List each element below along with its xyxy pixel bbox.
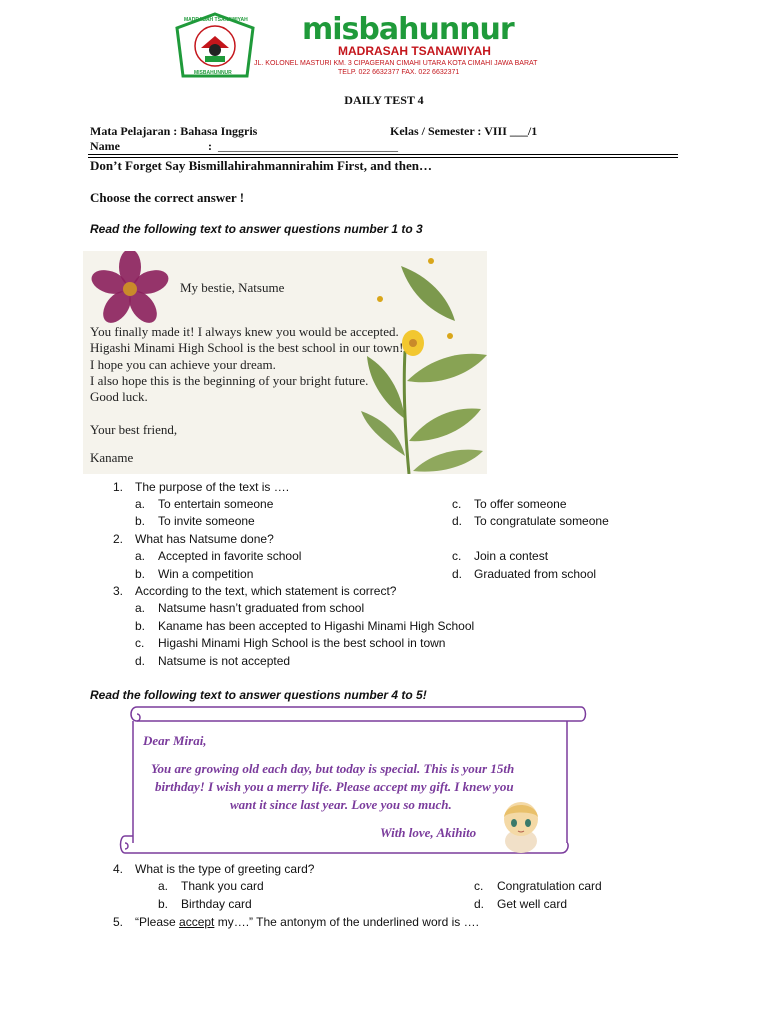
question-text-part: my….” The antonym of the underlined word is …. bbox=[214, 915, 479, 929]
greeting-card-1 bbox=[83, 251, 487, 474]
option-text: Kaname has been accepted to Higashi Minami High School bbox=[158, 619, 475, 633]
card1-line: Good luck. bbox=[90, 389, 148, 404]
option-letter: b. bbox=[135, 567, 146, 581]
option-text: Join a contest bbox=[474, 549, 549, 563]
underlined-word: accept bbox=[179, 915, 215, 929]
brand-name: misbahunnur bbox=[302, 12, 514, 47]
school-address: JL. KOLONEL MASTURI KM. 3 CIPAGERAN CIMAHI UTARA KOTA CIMAHI JAWA BARAT bbox=[254, 60, 538, 67]
option-letter: c. bbox=[474, 879, 484, 893]
option-text: Higashi Minami High School is the best school in town bbox=[158, 636, 446, 650]
option-text: Natsume is not accepted bbox=[158, 654, 291, 668]
school-phone: TELP. 022 6632377 FAX. 022 6632371 bbox=[338, 69, 460, 76]
question-text: The purpose of the text is …. bbox=[135, 480, 290, 494]
question-number: 1. bbox=[113, 480, 124, 494]
option-letter: a. bbox=[158, 879, 169, 893]
badge-text-bottom: MISBAHUNNUR bbox=[194, 70, 232, 76]
card1-line: I hope you can achieve your dream. bbox=[90, 357, 276, 372]
instruction-2: Read the following text to answer questions number 4 to 5! bbox=[90, 688, 427, 702]
card2-line: You are growing old each day, but today is special. This is your 15th bbox=[151, 761, 515, 776]
option-text: Accepted in favorite school bbox=[158, 549, 302, 563]
option-letter: c. bbox=[452, 497, 462, 511]
subject-label: Mata Pelajaran : Bahasa Inggris bbox=[90, 124, 258, 138]
class-label: Kelas / Semester : VIII ___/1 bbox=[390, 124, 538, 138]
card2-line: want it since last year. Love you so much. bbox=[230, 797, 452, 812]
question-text: What has Natsume done? bbox=[135, 532, 274, 546]
option-letter: d. bbox=[135, 654, 146, 668]
instruction-1: Read the following text to answer questions number 1 to 3 bbox=[90, 222, 423, 236]
question-text: What is the type of greeting card? bbox=[135, 862, 315, 876]
option-letter: d. bbox=[452, 514, 463, 528]
option-letter: b. bbox=[158, 897, 169, 911]
card1-line: Higashi Minami High School is the best school in our town! bbox=[90, 340, 404, 355]
option-text: Thank you card bbox=[181, 879, 264, 893]
option-text: Win a competition bbox=[158, 567, 254, 581]
option-letter: a. bbox=[135, 497, 146, 511]
option-text: Graduated from school bbox=[474, 567, 597, 581]
name-label: Name bbox=[90, 139, 120, 153]
card1-closing: Your best friend, bbox=[90, 422, 178, 437]
option-letter: d. bbox=[474, 897, 485, 911]
name-blank: ______________________________ bbox=[218, 139, 398, 153]
option-text: To congratulate someone bbox=[474, 514, 609, 528]
reminder-text: Don’t Forget Say Bismillahirahmannirahim First, and then… bbox=[90, 158, 432, 173]
option-letter: d. bbox=[452, 567, 463, 581]
card2-signature: With love, Akihito bbox=[380, 825, 477, 840]
school-subtitle: MADRASAH TSANAWIYAH bbox=[338, 44, 491, 58]
option-text: Congratulation card bbox=[497, 879, 602, 893]
option-letter: c. bbox=[452, 549, 462, 563]
card1-line: You finally made it! I always knew you would be accepted. bbox=[90, 324, 399, 339]
question-text: According to the text, which statement is correct? bbox=[135, 584, 397, 598]
card1-greeting: My bestie, Natsume bbox=[180, 280, 285, 295]
option-text: Birthday card bbox=[181, 897, 252, 911]
question-text-part: “Please bbox=[135, 915, 180, 929]
page-title: DAILY TEST 4 bbox=[344, 93, 424, 107]
card2-line: birthday! I wish you a merry life. Please accept my gift. I knew you bbox=[155, 779, 514, 794]
anime-girl-illustration bbox=[498, 793, 544, 853]
question-number: 2. bbox=[113, 532, 124, 546]
option-text: Natsume hasn’t graduated from school bbox=[158, 601, 365, 615]
option-text: To invite someone bbox=[158, 514, 255, 528]
option-letter: b. bbox=[135, 514, 146, 528]
question-number: 3. bbox=[113, 584, 124, 598]
option-text: To entertain someone bbox=[158, 497, 274, 511]
option-text: Get well card bbox=[497, 897, 568, 911]
badge-text-top: MADRASAH TSANAWIYAH bbox=[184, 17, 248, 23]
name-colon: : bbox=[208, 139, 212, 153]
option-letter: a. bbox=[135, 601, 146, 615]
option-letter: a. bbox=[135, 549, 146, 563]
card1-sender: Kaname bbox=[90, 450, 134, 465]
card2-greeting: Dear Mirai, bbox=[143, 733, 207, 748]
question-number: 5. bbox=[113, 915, 124, 929]
choose-heading: Choose the correct answer ! bbox=[90, 190, 245, 205]
card1-line: I also hope this is the beginning of your bright future. bbox=[90, 373, 369, 388]
option-letter: b. bbox=[135, 619, 146, 633]
question-text bbox=[135, 915, 479, 929]
question-number: 4. bbox=[113, 862, 124, 876]
option-text: To offer someone bbox=[474, 497, 567, 511]
divider bbox=[88, 154, 678, 155]
option-letter: c. bbox=[135, 636, 145, 650]
